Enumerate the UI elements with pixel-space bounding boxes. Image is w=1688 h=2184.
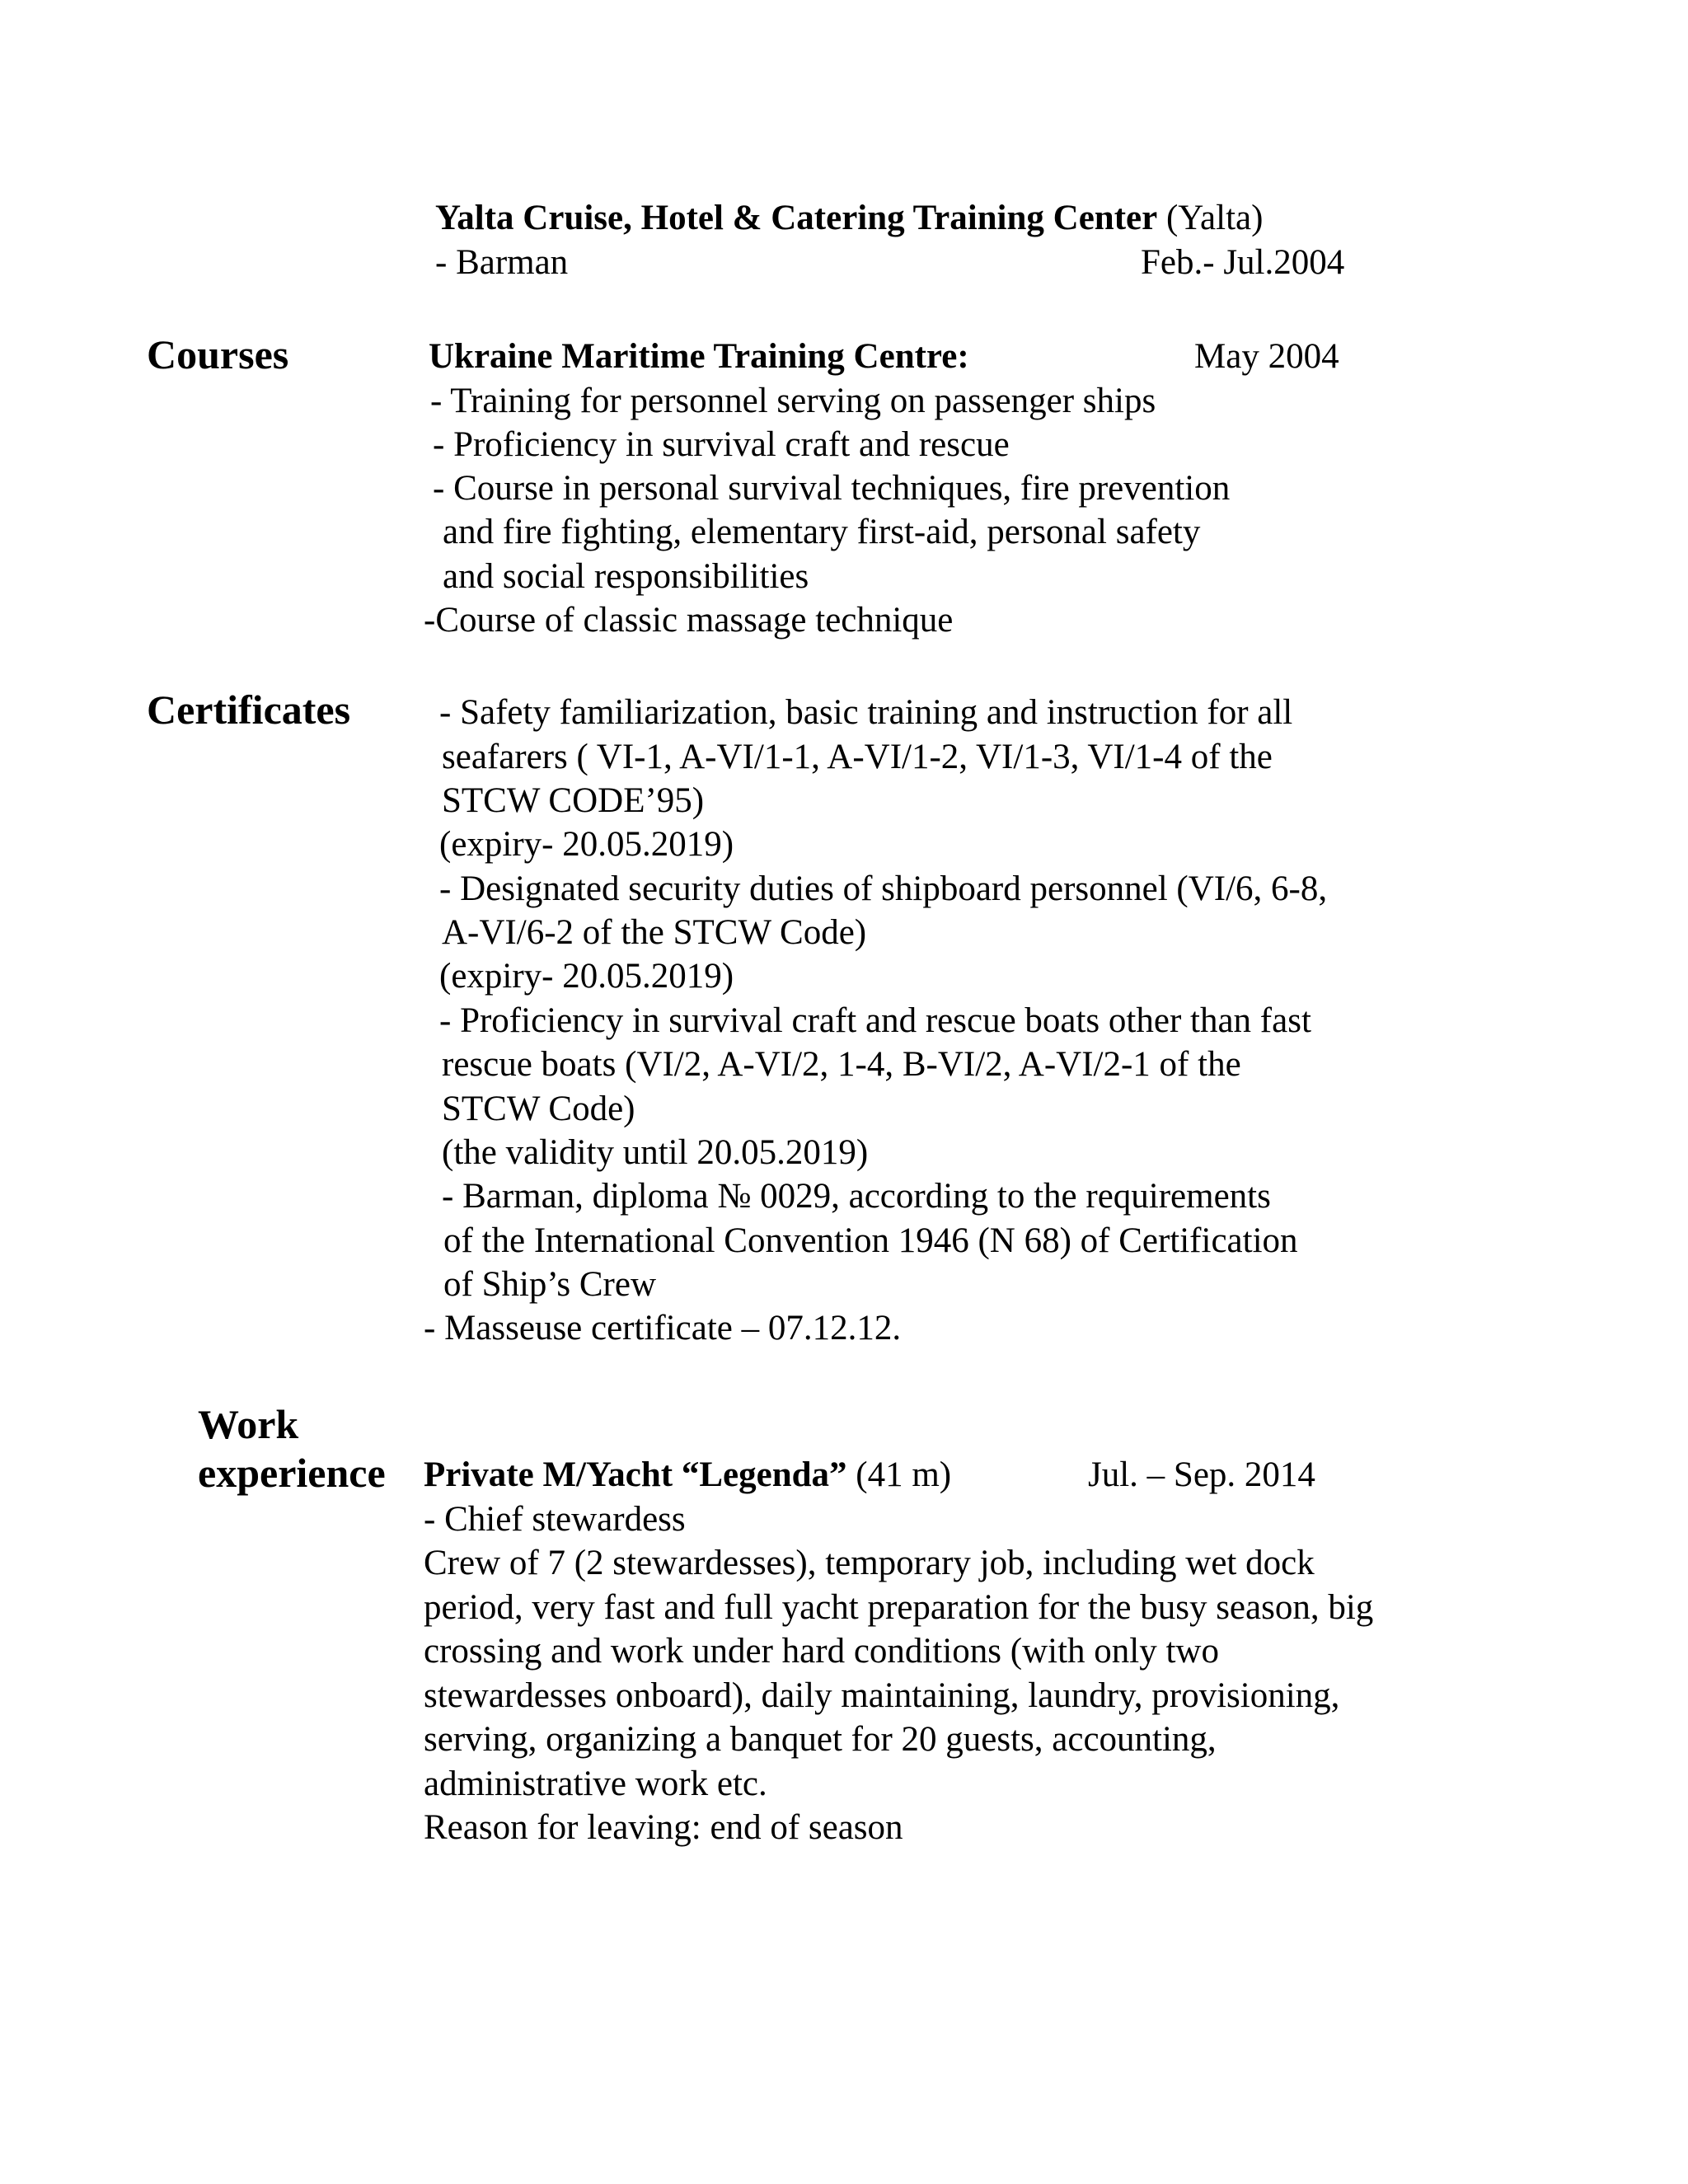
course-line-4: and fire fighting, elementary first-aid, personal safety	[443, 513, 1201, 551]
course-line-2: - Proficiency in survival craft and rescue	[433, 425, 1010, 464]
work-size: (41 m)	[856, 1455, 952, 1494]
course-line-3: - Course in personal survival techniques, fire prevention	[433, 469, 1231, 508]
work-dates: Jul. – Sep. 2014	[1088, 1455, 1315, 1494]
work-experience-heading-line2: experience	[198, 1450, 386, 1496]
certificate-line-9: rescue boats (VI/2, A-VI/2, 1-4, B-VI/2, A-VI/2-1 of the	[442, 1045, 1241, 1084]
work-line-6: serving, organizing a banquet for 20 guests, accounting,	[424, 1720, 1217, 1759]
work-line-1: - Chief stewardess	[424, 1500, 686, 1539]
course-line-6: -Course of classic massage technique	[424, 601, 954, 640]
work-employer: Private M/Yacht “Legenda”	[424, 1455, 847, 1494]
work-line-8: Reason for leaving: end of season	[424, 1808, 903, 1847]
certificate-line-7: (expiry- 20.05.2019)	[439, 957, 734, 996]
training-center-name: Yalta Cruise, Hotel & Catering Training Center	[435, 199, 1158, 237]
training-center-location: (Yalta)	[1165, 199, 1264, 237]
work-experience-heading-line1: Work	[198, 1401, 299, 1447]
courses-institution: Ukraine Maritime Training Centre:	[429, 337, 969, 376]
certificate-line-12: - Barman, diploma № 0029, according to the requirements	[442, 1177, 1271, 1216]
certificate-line-13: of the International Convention 1946 (N 68) of Certification	[443, 1221, 1298, 1260]
certificate-line-2: seafarers ( VI-1, A-VI/1-1, A-VI/1-2, VI/1-3, VI/1-4 of the	[442, 738, 1273, 776]
training-center-role: - Barman	[435, 243, 569, 282]
certificate-line-3: STCW CODE’95)	[442, 781, 705, 820]
certificate-line-1: - Safety familiarization, basic training and instruction for all	[439, 693, 1293, 732]
work-line-3: period, very fast and full yacht preparation for the busy season, big	[424, 1588, 1374, 1627]
certificate-line-10: STCW Code)	[442, 1090, 635, 1128]
certificate-line-15: - Masseuse certificate – 07.12.12.	[424, 1309, 902, 1347]
certificate-line-8: - Proficiency in survival craft and rescue boats other than fast	[439, 1001, 1311, 1040]
course-line-1: - Training for personnel serving on passenger ships	[430, 382, 1156, 420]
training-center-dates: Feb.- Jul.2004	[1141, 243, 1345, 282]
work-line-7: administrative work etc.	[424, 1765, 767, 1803]
certificate-line-11: (the validity until 20.05.2019)	[442, 1133, 869, 1172]
work-line-5: stewardesses onboard), daily maintaining, laundry, provisioning,	[424, 1676, 1340, 1715]
course-line-5: and social responsibilities	[443, 557, 809, 596]
work-line-4: crossing and work under hard conditions (with only two	[424, 1632, 1219, 1671]
certificate-line-14: of Ship’s Crew	[443, 1265, 656, 1304]
certificate-line-6: A-VI/6-2 of the STCW Code)	[442, 913, 867, 952]
certificate-line-4: (expiry- 20.05.2019)	[439, 825, 734, 864]
certificates-heading: Certificates	[147, 687, 351, 733]
certificate-line-5: - Designated security duties of shipboard personnel (VI/6, 6-8,	[439, 869, 1328, 908]
work-line-2: Crew of 7 (2 stewardesses), temporary job, including wet dock	[424, 1544, 1315, 1582]
courses-heading: Courses	[147, 331, 289, 377]
training-center-line	[435, 200, 1263, 236]
courses-date: May 2004	[1194, 337, 1339, 376]
work-employer-line	[424, 1457, 951, 1493]
